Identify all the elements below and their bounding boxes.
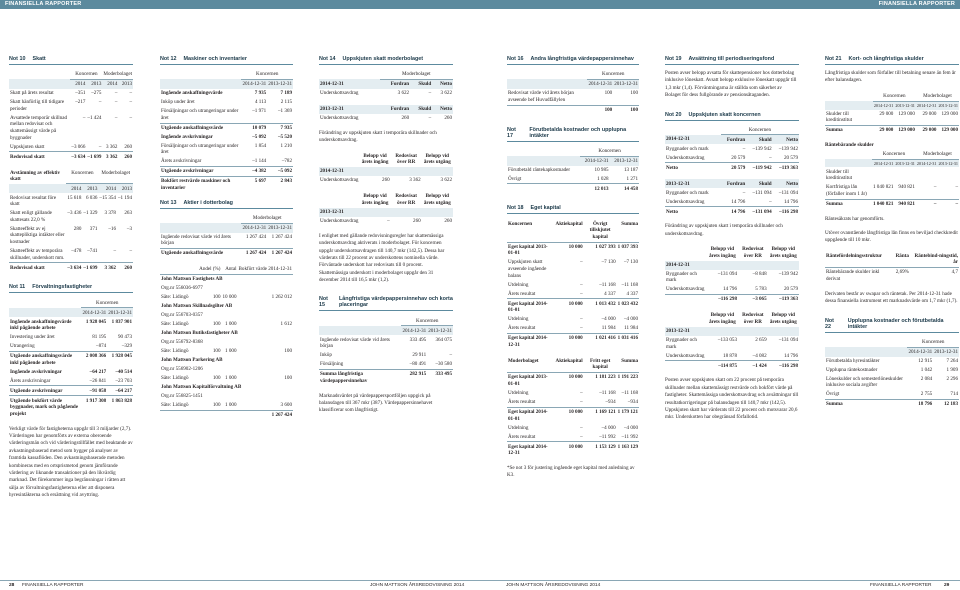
note-10-effective-tax-table: Avstämning av effektiv skatt Koncernen Moderbolaget 2014 2013 2014 2013 Redovisat resultat före skatt 15 618 6 036 –15 354 –1 194 Skatt enligt gällande skattesats 22,0 % –3 436 –1 329 3 378 263 Skatteeffekt av ej skattepliktiga intäkter eller kostnader 280 371 –16 –3 Skatteeffekt av temporära skillnader, underskott mm. –478 –741 – – Redovisad skatt –3 634 –1 699 3 362 260	[10, 169, 132, 271]
note-12-table: Koncernen 2014-12-31 2013-12-31 Ingående anskaffningsvärde 7 935 7 189 Inköp under året 4 113 2 115 Försäljningar och utrangeringar under året –1 971 –1 369 Utgående anskaffningsvärde 10 079 7 935 Ingående avskrivningar –5 092 –5 520 Försäljningar och utrangeringar under året 1 854 1 210 Årets avskrivningar –1 144 –782 Utgående avskrivningar –4 382 –5 092 Bokfört restvärde maskiner och inventarier 5 697 2 843	[161, 71, 292, 191]
header-bar	[0, 0, 960, 9]
note-14-table-b: 2013-12-31 Fordran Skuld Netto Underskottsavdrag 260 – 260	[320, 106, 452, 122]
note-20-table-a: Koncernen 2014-12-31 Fordran Skuld Netto Byggnader och mark – –139 942 –139 942 Underskottsavdrag 20 579 – 20 579 Netto 20 579 –119 942 –119 363	[666, 126, 798, 171]
note-15-text: Marknadsvärdet på värdepappersportföljen uppgick på balansdagen till 367 mkr (387). Värdepappersinnehavet klassificerar som långfristigt.	[319, 392, 433, 414]
note-19-title: Not 19 Avsättning till periodiseringsfond	[665, 56, 799, 65]
note-18-footnote: *Se not 3 för justering ingående eget kapital med anledning av K3.	[507, 464, 635, 479]
note-11-table: Koncernen 2014-12-31 2013-12-31 Ingående anskaffningsvärde inkl pågående arbete 1 928 045 1 837 901 Investering under året 81 195 90 473 Utrangering –874 –329 Utgående anskaffningsvärde inkl pågående arbete 2 008 366 1 928 045 Ingående avskrivningar –64 217 –40 514 Årets avskrivningar –26 841 –23 703 Utgående avskrivningar –91 058 –64 217 Utgående bokfört värde byggnader, mark och pågående projekt 1 917 308 1 863 828	[10, 299, 132, 417]
footer-label-left: FINANSIELLA RAPPORTER	[22, 583, 84, 588]
note-17-title: Not 17 Förutbetalda kostnader och upplupna intäkter	[507, 127, 639, 142]
column-6	[825, 56, 959, 409]
note-15-title: Not 15 Långfristiga värdepappersinnehav och korta placeringar	[319, 296, 453, 311]
note-21-text-3: Utöver ovanstående långfristiga lån finns en beviljad checkkredit uppgående till 10 mkr.	[825, 229, 958, 244]
note-16-title: Not 16 Andra långfristiga värdepappersinnehav	[507, 56, 639, 65]
note-21-table-a: Koncernen Moderbolaget 2014-12-31 2013-12-31 2014-12-31 2013-12-31 Skulder till kreditinstitut 29 000 129 000 29 000 129 000 Summa 29 000 129 000 29 000 129 000	[826, 92, 958, 134]
note-14-text: I enlighet med gällande redovisningsregler har skattemässiga underskottsavdrag aktiverats i moderbolaget. För koncernen uppgår underskottsavdragen till 140,7 mkr (142,5). Dessa har värderats till 22 procent av underskottens nominella värde. Förväntade underskott har redovisats till 0 procent. Skattemässiga underskott i moderbolaget uppgår den 31 december 2014 till 16,5 mkr (1,2).	[319, 232, 445, 284]
header-left: FINANSIELLA RAPPORTER	[5, 1, 82, 7]
note-20-table-c: Belopp vid årets ingång Redovisat över RR Belopp vid årets utgång 2014-12-31 Byggnader och mark –131 094 –8 848 –139 942 Underskottsavdrag 14 796 5 783 20 579 –116 298 –3 065 –119 363	[666, 246, 798, 303]
note-18-parent-table: Moderbolaget Aktiekapital Fritt eget kapital Summa Eget kapital 2013-01-01 10 000 1 181 223 1 191 223 Utdelning – –11 168 –11 168 Årets resultat – –934 –934 Eget kapital 2014-01-01 10 000 1 169 121 1 179 121 Utdelning – –4 000 –4 000 Årets resultat – –11 992 –11 992 Eget kapital 2014-12-31 10 000 1 153 129 1 163 129	[508, 357, 638, 457]
note-10-tax-table: Koncernen Moderbolaget 2014 2013 2014 2013 Skatt på årets resultat –351 –275 – – Skatt hänförlig till tidigare perioder –217 – – – Avsattede temporär skillnad mellan redovisat och skattemässigt värde på byggnader – –1 424 – – Uppskjuten skatt –3 066 – 3 362 260 Redovisad skatt –3 634 –1 699 3 362 260	[10, 71, 132, 160]
note-15-table: Koncernen 2014-12-31 2013-12-31 Ingående redovisat värde vid årets början 333 495 364 075 Inköp 29 911 – Försäljning –80 491 –30 580 Summa långfristiga värdepappersinnehav 282 915 333 495	[320, 317, 452, 384]
note-13-subsidiaries: Andel (%) Antal Bokfört värde 2014-12-31 John Mattson Fastighets AB Org.nr 556036-6977 Säte: Lidingö 100 10 000 1 262 012 John Mattson Skillnadsgilter AB Org.nr 556703-0357 Säte: Lidingö 100 1 000 1 612 John Mattson Butiksfastigheter AB Org.nr 556792-8368 Säte: Lidingö 100 1 000 100 John Mattson Parkering AB Org.nr 556902-1206 Säte: Lidingö 100 1 000 100 John Mattson Kapitalförvaltning AB Org.nr 556825-1451 Säte: Lidingö 100 1 000 3 600 1 267 424	[161, 266, 292, 419]
column-5	[665, 56, 799, 422]
column-4	[507, 56, 639, 480]
note-20-intro: Förändring av uppskjuten skatt i temporära skillnader och underskottsavdrag.	[665, 223, 783, 237]
footer-bar	[0, 580, 960, 590]
note-21-subheading: Räntebärande skulder	[825, 142, 874, 149]
note-18-group-table: Koncernen Aktiekapital Övrigt tillskjutet kapital Summa Eget kapital 2013-01-01 10 000 1 027 393 1 037 393 Uppskjuten skatt avseende ingående balans – –7 130 –7 130 Utdelning – –11 168 –11 168 Årets resultat – 4 337 4 337 Eget kapital 2014-01-01 10 000 1 013 432 1 023 432 Utdelning – –4 000 –4 000 Årets resultat – 11 984 11 984 Eget kapital 2014-12-31 10 000 1 021 416 1 031 416	[508, 220, 638, 348]
note-21-text-2: Räntesäkrats har genomförts.	[825, 215, 885, 222]
note-12-title: Not 12 Maskiner och inventarier	[160, 56, 293, 65]
column-1	[9, 56, 133, 499]
note-21-text-4: Derivaten består av swapar och räntetak. Per 2014-12-31 hade dessa finansiella instrument ett marknadsvärde om 1,7 mkr (1,7).	[825, 290, 958, 305]
note-14-table-c: Belopp vid årets ingång Redovisat över RR Belopp vid årets utgång 2014-12-31 Underskottsavdrag 260 3 362 3 622	[320, 152, 452, 184]
note-13-table: Moderbolaget 2014-12-31 2013-12-31 Ingående redovisat värde vid årets början 1 267 424 1 267 424 Utgående anskaffningsvärde 1 267 424 1 267 424	[161, 214, 292, 257]
note-11-text: Verkligt värde för fastigheterna uppgår till 3 miljarder (2,7). Värderingen har genomförts av externa oberoende värderingsmän och vid värderingstillfället med beaktande av avkastningsbaserad metod som bygger på analyser av framtida kassaflöden. Den avkastningsbaserade metoden kombineras med en ortsprismetod genom jämförande värdering av liknande transaktioner på den likvärdig marknad. Det förekommer inga begränsningar i rätten att sälja av förvaltningsfastigheterna eller att disponera hyresintäkterna och ersättning vid avyttring.	[9, 425, 133, 499]
note-21-table-c: Räntefördelningsstruktur Ränta Räntebind-ningstid, år Räntebärande skulder inkl derivat 2,69% 4,7	[826, 252, 958, 283]
note-19-text: Posten avser belopp avsatta för skattepensioner hos dotterbolag inklusive löneskatt. Avsatt belopp exklusive löneskatt uppgår till 1,3 mkr (1,4). Förväntningarna är ställda som säkerhet av Bolaget för dess fullgörande av pensionsåtaganden.	[665, 70, 797, 99]
note-20-text: Posten avser uppskjuten skatt om 22 procent på temporära skillnader mellan skattemässigt restvärde och bokfört värde på fastigheter. Skattemässiga underskottsavdrag och avsättningar till resultatkorrigeringar på balansdagen till 140,7 mkr (142,5). Uppskjuten skatt har värderats till 22 procent och motsvarar 20,6 mkr. Underskotten har obegränsad förfallotid.	[665, 377, 799, 421]
note-20-title: Not 20 Uppskjuten skatt koncernen	[665, 112, 799, 121]
footer-center-left: JOHN MATTSON ÅRSREDOVISNING 2014	[370, 583, 465, 588]
footer-label-right: FINANSIELLA RAPPORTER	[870, 583, 932, 588]
note-13-title: Not 13 Aktier i dotterbolag	[160, 200, 293, 209]
note-21-title: Not 21 Kort- och långfristiga skulder	[825, 56, 959, 65]
note-16-table: Koncernen 2014-12-31 2013-12-31 Redovisat värde vid årets början avseende bef Huvudfällylen 100 100 100 100	[508, 71, 638, 113]
note-14-table-a: Moderbolaget 2014-12-31 Fordran Skuld Netto Underskottsavdrag 3 622 – 3 622	[320, 71, 452, 97]
column-2	[160, 56, 293, 420]
note-14-table-d: Belopp vid årets ingång Redovisat över RR Belopp vid årets utgång 2013-12-31 Underskottsavdrag – 260 260	[320, 193, 452, 224]
note-10-title: Not 10 Skatt	[9, 56, 133, 65]
page-number-left: 28	[9, 583, 15, 588]
column-3	[319, 56, 453, 415]
note-14-intro: Förändring av uppskjuten skatt i temporära skillnader och underskottsavdrag.	[319, 129, 437, 144]
page-number-right: 29	[944, 583, 950, 588]
note-17-table: Koncernen 2014-12-31 2013-12-31 Förutbetald räntekapkostnader 10 985 13 187 Övrigt 1 028 1 271 12 013 14 458	[508, 147, 638, 192]
note-22-title: Not 22 Upplupna kostnader och förutbetalda intäkter	[825, 318, 959, 333]
header-right: FINANSIELLA RAPPORTER	[878, 1, 955, 7]
note-21-table-b: Koncernen Moderbolaget 2014-12-31 2013-12-31 2014-12-31 2013-12-31 Skulder till kreditinstitut Kortfristiga lån (förfaller inom 1 år) 1 040 821 940 821 – – Summa 1 040 821 940 821 – –	[826, 150, 958, 207]
note-18-title: Not 18 Eget kapital	[507, 205, 639, 214]
note-21-text-1: Långfristiga skulder som förfaller till betalning senare än fem år efter balansdagen.	[825, 70, 956, 84]
note-14-title: Not 14 Uppskjuten skatt moderbolaget	[319, 56, 453, 65]
note-22-table: Koncernen 2014-12-31 2013-12-31 Förutbetalda hyresintäkter 12 915 7 264 Upplupna räntekostnader 1 042 1 909 Löneskulder och semesterlöneskulder inklusive sociala avgifter 2 084 2 296 Övrigt 2 755 714 Summa 18 796 12 183	[826, 338, 958, 408]
note-11-title: Not 11 Förvaltningsfastigheter	[9, 284, 133, 293]
footer-center-right: JOHN MATTSON ÅRSREDOVISNING 2014	[506, 583, 601, 588]
note-20-table-d: Belopp vid årets ingång Redovisat över RR Belopp vid årets utgång 2013-12-31 Byggnader och mark –133 053 2 659 –131 094 Underskottsavdrag 18 878 –4 082 14 796 –114 875 –1 424 –116 298	[666, 312, 798, 369]
note-20-table-b: 2013-12-31 Fordran Skuld Netto Byggnader och mark – –131 094 –131 094 Underskottsavdrag 14 796 – 14 796 Netto 14 796 –131 094 –116 298	[666, 180, 798, 215]
